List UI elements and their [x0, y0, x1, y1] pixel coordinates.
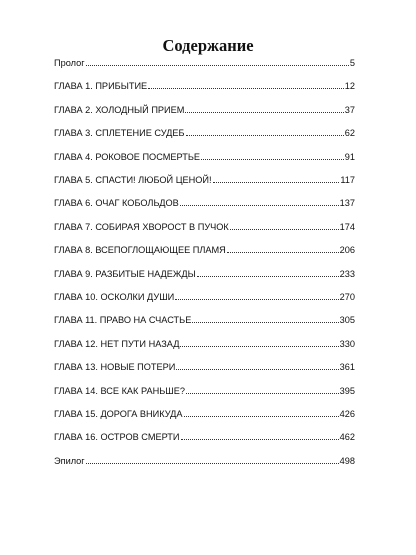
toc-entry-page: 174 — [339, 221, 355, 232]
toc-entry-title: ГЛАВА 7. СОБИРАЯ ХВОРОСТ В ПУЧОК — [54, 221, 229, 232]
toc-dot-leader — [180, 204, 339, 206]
toc-entry — [54, 312, 355, 326]
toc-entry-title: ГЛАВА 6. ОЧАГ КОБОЛЬДОВ — [54, 198, 179, 209]
toc-entry-page: 91 — [344, 151, 355, 162]
toc-dot-leader — [180, 345, 338, 347]
toc-dot-leader — [197, 275, 339, 277]
toc-entry — [54, 195, 355, 209]
toc-entry-title: ГЛАВА 10. ОСКОЛКИ ДУШИ — [54, 292, 175, 302]
toc-dot-leader — [148, 87, 344, 89]
toc-entry-title: ГЛАВА 2. ХОЛОДНЫЙ ПРИЕМ — [54, 104, 185, 115]
toc-entry-page: 5 — [349, 58, 355, 68]
toc-entry-title: ГЛАВА 14. ВСЕ КАК РАНЬШЕ? — [54, 385, 185, 396]
toc-entry-title: ГЛАВА 3. СПЛЕТЕНИЕ СУДЕБ — [54, 128, 185, 139]
toc-entry-page: 270 — [339, 292, 355, 302]
toc-entry-title: ГЛАВА 9. РАЗБИТЫЕ НАДЕЖДЫ — [54, 268, 196, 279]
toc-entry-page: 233 — [339, 268, 355, 279]
toc-dot-leader — [201, 158, 344, 160]
toc-dot-leader — [175, 298, 338, 300]
toc-entry-page: 498 — [339, 455, 355, 466]
toc-entry — [54, 406, 355, 420]
toc-entry-page: 62 — [344, 128, 355, 139]
page-title: Содержание — [162, 36, 254, 55]
toc-entry-title: ГЛАВА 11. ПРАВО НА СЧАСТЬЕ — [54, 315, 192, 326]
toc-dot-leader — [176, 368, 338, 370]
toc-entry — [54, 242, 355, 256]
toc-entry-title: ГЛАВА 1. ПРИБЫТИЕ — [54, 81, 148, 92]
toc-entry-page: 305 — [339, 315, 355, 326]
toc-entry — [54, 149, 355, 163]
toc-entry-title: ГЛАВА 5. СПАСТИ! ЛЮБОЙ ЦЕНОЙ! — [54, 175, 212, 185]
toc-entry-page: 137 — [339, 198, 355, 209]
toc-entry-title: ГЛАВА 12. НЕТ ПУТИ НАЗАД — [54, 338, 180, 349]
toc-dot-leader — [213, 181, 340, 183]
toc-entry-page: 361 — [339, 362, 355, 373]
toc-entry-title: ГЛАВА 4. РОКОВОЕ ПОСМЕРТЬЕ — [54, 151, 200, 162]
toc-entry — [54, 266, 355, 280]
toc-entry — [54, 383, 355, 397]
toc-entry-page: 330 — [339, 338, 355, 349]
toc-entry — [54, 78, 355, 92]
toc-entry-title: ГЛАВА 8. ВСЕПОГЛОЩАЮЩЕЕ ПЛАМЯ — [54, 245, 226, 256]
toc-dot-leader — [184, 415, 339, 417]
toc-entry — [54, 125, 355, 139]
toc-entry — [54, 172, 355, 186]
toc-entry — [54, 429, 355, 443]
toc-entry — [54, 289, 355, 303]
toc-dot-leader — [230, 228, 339, 230]
toc-entry-page: 37 — [344, 104, 355, 115]
toc-entry-page: 395 — [339, 385, 355, 396]
toc-entry — [54, 219, 355, 233]
toc-dot-leader — [186, 392, 339, 394]
toc-dot-leader — [185, 111, 343, 113]
toc-entry-page: 12 — [344, 81, 355, 92]
toc-dot-leader — [86, 462, 339, 464]
toc-entry — [54, 55, 355, 69]
toc-entry-page: 426 — [339, 409, 355, 419]
toc-entry — [54, 359, 355, 373]
toc-dot-leader — [181, 438, 339, 440]
toc-dot-leader — [192, 321, 338, 323]
toc-dot-leader — [227, 251, 339, 253]
toc-entry-title: ГЛАВА 15. ДОРОГА ВНИКУДА — [54, 409, 183, 419]
toc-entry-page: 117 — [340, 175, 355, 185]
toc-entry-title: Эпилог — [54, 455, 85, 466]
toc-entry-title: ГЛАВА 13. НОВЫЕ ПОТЕРИ — [54, 362, 176, 373]
toc-entry — [54, 102, 355, 116]
toc-dot-leader — [86, 64, 349, 66]
toc-entry-title: Пролог — [54, 58, 85, 68]
toc-entry — [54, 453, 355, 467]
toc-entry-title: ГЛАВА 16. ОСТРОВ СМЕРТИ — [54, 432, 180, 443]
toc-entry-page: 206 — [339, 245, 355, 256]
toc-entry — [54, 336, 355, 350]
toc-entry-page: 462 — [339, 432, 355, 443]
toc-dot-leader — [186, 134, 344, 136]
